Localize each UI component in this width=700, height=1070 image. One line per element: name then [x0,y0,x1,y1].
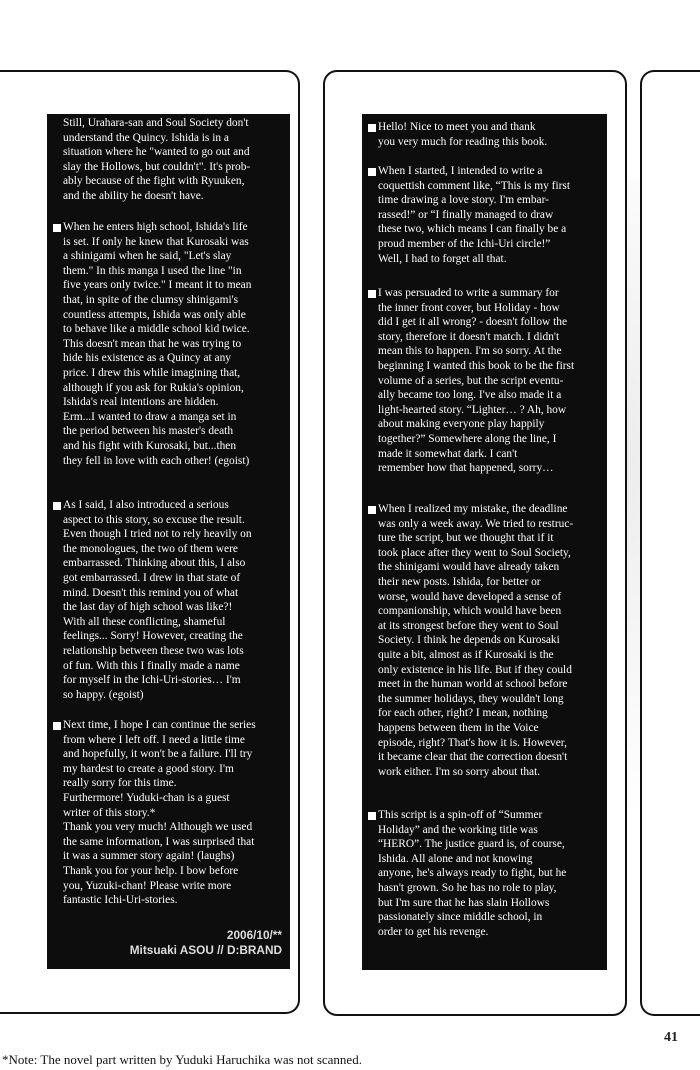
text-line: beginning I wanted this book to be the first [378,359,575,372]
right-paragraph-2 [362,164,607,266]
text-line: order to get his revenge. [378,925,489,938]
text-line: Still, Urahara-san and Soul Society don't [63,117,249,129]
text-line: price. I drew this while imagining that, [63,366,241,379]
text-line: Society. I think he depends on Kurosaki [378,634,560,647]
text-line: Next time, I hope I can continue the series [63,719,256,731]
text-line: understand the Quincy. Ishida is in a [63,131,229,144]
text-line: light-hearted story. “Lighter… ? Ah, how [378,403,567,416]
text-line: meet in the human world at school before [378,678,568,691]
text-line: Holiday” and the working title was [378,823,538,836]
text-line: story, therefore it doesn't match. I didn't [378,330,560,343]
paragraph-text [47,718,290,908]
text-line: volume of a series, but the script eventu- [378,374,564,387]
text-line: that, in spite of the clumsy shinigami's [63,293,239,306]
bullet-square-icon [368,812,376,820]
text-line: When he enters high school, Ishida's life [63,221,248,233]
text-line: hide his existence as a Quincy at any [63,352,231,365]
panel-frame-far-right [640,70,700,1016]
text-line: it became clear that the correction doesn't [378,751,568,764]
signature [130,928,282,958]
text-line: As I said, I also introduced a serious [63,499,229,511]
paragraph-text [362,286,607,476]
left-paragraph-1 [47,116,290,204]
right-paragraph-1 [362,120,607,149]
text-line: Hello! Nice to meet you and thank [378,121,536,133]
bullet-square-icon [53,224,61,232]
text-line: but I'm sure that he has slain Hollows [378,896,550,909]
signature-date: 2006/10/** [226,928,282,942]
text-line: happens between them in the Voice [378,721,539,734]
paragraph-text [47,498,290,702]
text-line: really sorry for this time. [63,777,177,790]
left-paragraph-3 [47,498,290,702]
right-paragraph-4 [362,502,607,779]
text-line: of fun. With this I finally made a name [63,659,240,672]
text-line: With all these conflicting, shameful [63,615,226,628]
text-line: their new posts. Ishida, for better or [378,575,541,588]
right-text-panel [362,114,607,970]
text-line: was only a week away. We tried to restruc- [378,517,574,530]
paragraph-text [47,220,290,468]
text-line: from where I left off. I need a little time [63,733,245,746]
text-line: you, Yuzuki-chan! Please write more [63,879,232,892]
text-line: the period between his master's death [63,425,234,438]
paragraph-text [362,808,607,939]
text-line: Ishida. All alone and not knowing [378,852,533,865]
text-line: them." In this manga I used the line "in [63,264,242,277]
text-line: aspect to this story, so excuse the result. [63,513,245,526]
text-line: you very much for reading this book. [378,135,548,148]
text-line: Thank you for your help. I bow before [63,864,239,877]
paragraph-text [362,120,607,149]
text-line: a shinigami when he said, "Let's slay [63,250,232,263]
bullet-square-icon [368,506,376,514]
text-line: the last day of high school was like?! [63,601,233,614]
paragraph-text [47,116,290,204]
text-line: anyone, he's always ready to fight, but he [378,867,567,880]
text-line: did I get it all wrong? - doesn't follow the [378,316,568,329]
text-line: although if you ask for Rukia's opinion, [63,381,244,394]
text-line: embarrassed. Thinking about this, I also [63,557,246,570]
bullet-square-icon [368,290,376,298]
text-line: about making everyone play happily [378,418,545,431]
text-line: remember how that happened, sorry… [378,462,554,475]
right-paragraph-5 [362,808,607,939]
text-line: Erm...I wanted to draw a manga set in [63,410,237,423]
text-line: worse, would have developed a sense of [378,590,562,603]
text-line: and the ability he doesn't have. [63,189,204,202]
text-line: only existence in his life. But if they could [378,663,572,676]
bullet-square-icon [368,124,376,132]
left-paragraph-4 [47,718,290,908]
text-line: ably because of the fight with Ryuuken, [63,175,245,188]
text-line: and his fight with Kurosaki, but...then [63,439,237,452]
text-line: at its strongest before they went to Soul [378,619,559,632]
text-line: relationship between these two was lots [63,644,244,657]
text-line: When I started, I intended to write a [378,165,543,177]
text-line: This script is a spin-off of “Summer [378,809,543,821]
text-line: and hopefully, it won't be a failure. I'll try [63,748,253,761]
text-line: Thank you very much! Although we used [63,821,253,834]
text-line: writer of this story.* [63,806,156,819]
text-line: mind. Doesn't this remind you of what [63,586,239,599]
text-line: ally became too long. I've also made it a [378,389,562,402]
text-line: it was a summer story again! (laughs) [63,850,235,863]
right-paragraph-3 [362,286,607,476]
left-paragraph-2 [47,220,290,468]
text-line: they fell in love with each other! (egoist) [63,454,250,467]
text-line: the summer holidays, they wouldn't long [378,692,564,705]
text-line: episode, right? That's how it is. However, [378,736,567,749]
text-line: is set. If only he knew that Kurosaki was [63,235,249,248]
text-line: Furthermore! Yuduki-chan is a guest [63,791,230,804]
text-line: the shinigami would have already taken [378,561,560,574]
text-line: these two, which means I can finally be a [378,223,567,236]
text-line: rassed!” or “I finally managed to draw [378,208,554,221]
text-line: got embarrassed. I drew in that state of [63,571,241,584]
text-line: ture the script, but we thought that if it [378,532,554,545]
text-line: feelings... Sorry! However, creating the [63,630,243,643]
text-line: mean this to happen. I'm so sorry. At the [378,345,562,358]
text-line: Even though I tried not to rely heavily on [63,528,252,541]
text-line: the monologues, the two of them were [63,542,238,555]
text-line: fantastic Ichi-Uri-stories. [63,894,178,907]
text-line: proud member of the Ichi-Uri circle!” [378,237,551,250]
text-line: coquettish comment like, “This is my first [378,179,571,192]
bullet-square-icon [53,502,61,510]
text-line: quite a bit, almost as if Kurosaki is the [378,648,554,661]
text-line: This doesn't mean that he was trying to [63,337,242,350]
text-line: so happy. (egoist) [63,688,144,701]
text-line: my hardest to create a good story. I'm [63,762,234,775]
text-line: I was persuaded to write a summary for [378,287,559,299]
text-line: the same information, I was surprised that [63,835,255,848]
text-line: time drawing a love story. I'm embar- [378,194,549,207]
text-line: companionship, which would have been [378,605,562,618]
text-line: passionately since middle school, in [378,911,543,924]
text-line: five years only twice." I meant it to mean [63,279,252,292]
text-line: for myself in the Ichi-Uri-stories… I'm [63,674,241,687]
text-line: slay the Hollows, but couldn't". It's prob- [63,160,251,173]
text-line: work either. I'm so sorry about that. [378,765,541,778]
text-line: the inner front cover, but Holiday - how [378,301,560,314]
text-line: When I realized my mistake, the deadline [378,503,568,515]
text-line: made it somewhat dark. I can't [378,447,518,460]
text-line: for each other, right? I mean, nothing [378,707,548,720]
text-line: to behave like a middle school kid twice. [63,323,250,336]
signature-author: Mitsuaki ASOU // D:BRAND [129,943,282,957]
text-line: “HERO”. The justice guard is, of course, [378,838,565,851]
text-line: hasn't grown. So he has no role to play, [378,881,557,894]
page-number: 41 [664,1030,678,1045]
text-line: situation where he "wanted to go out and [63,146,250,159]
footnote: *Note: The novel part written by Yuduki Haruchika was not scanned. [2,1052,362,1067]
paragraph-text [362,502,607,779]
left-text-panel [47,114,290,969]
text-line: took place after they went to Soul Society, [378,546,571,559]
bullet-square-icon [53,722,61,730]
text-line: Ishida's real intentions are hidden. [63,396,219,409]
text-line: together?” Somewhere along the line, I [378,432,557,445]
bullet-square-icon [368,168,376,176]
paragraph-text [362,164,607,266]
text-line: countless attempts, Ishida was only able [63,308,246,321]
text-line: Well, I had to forget all that. [378,252,507,265]
